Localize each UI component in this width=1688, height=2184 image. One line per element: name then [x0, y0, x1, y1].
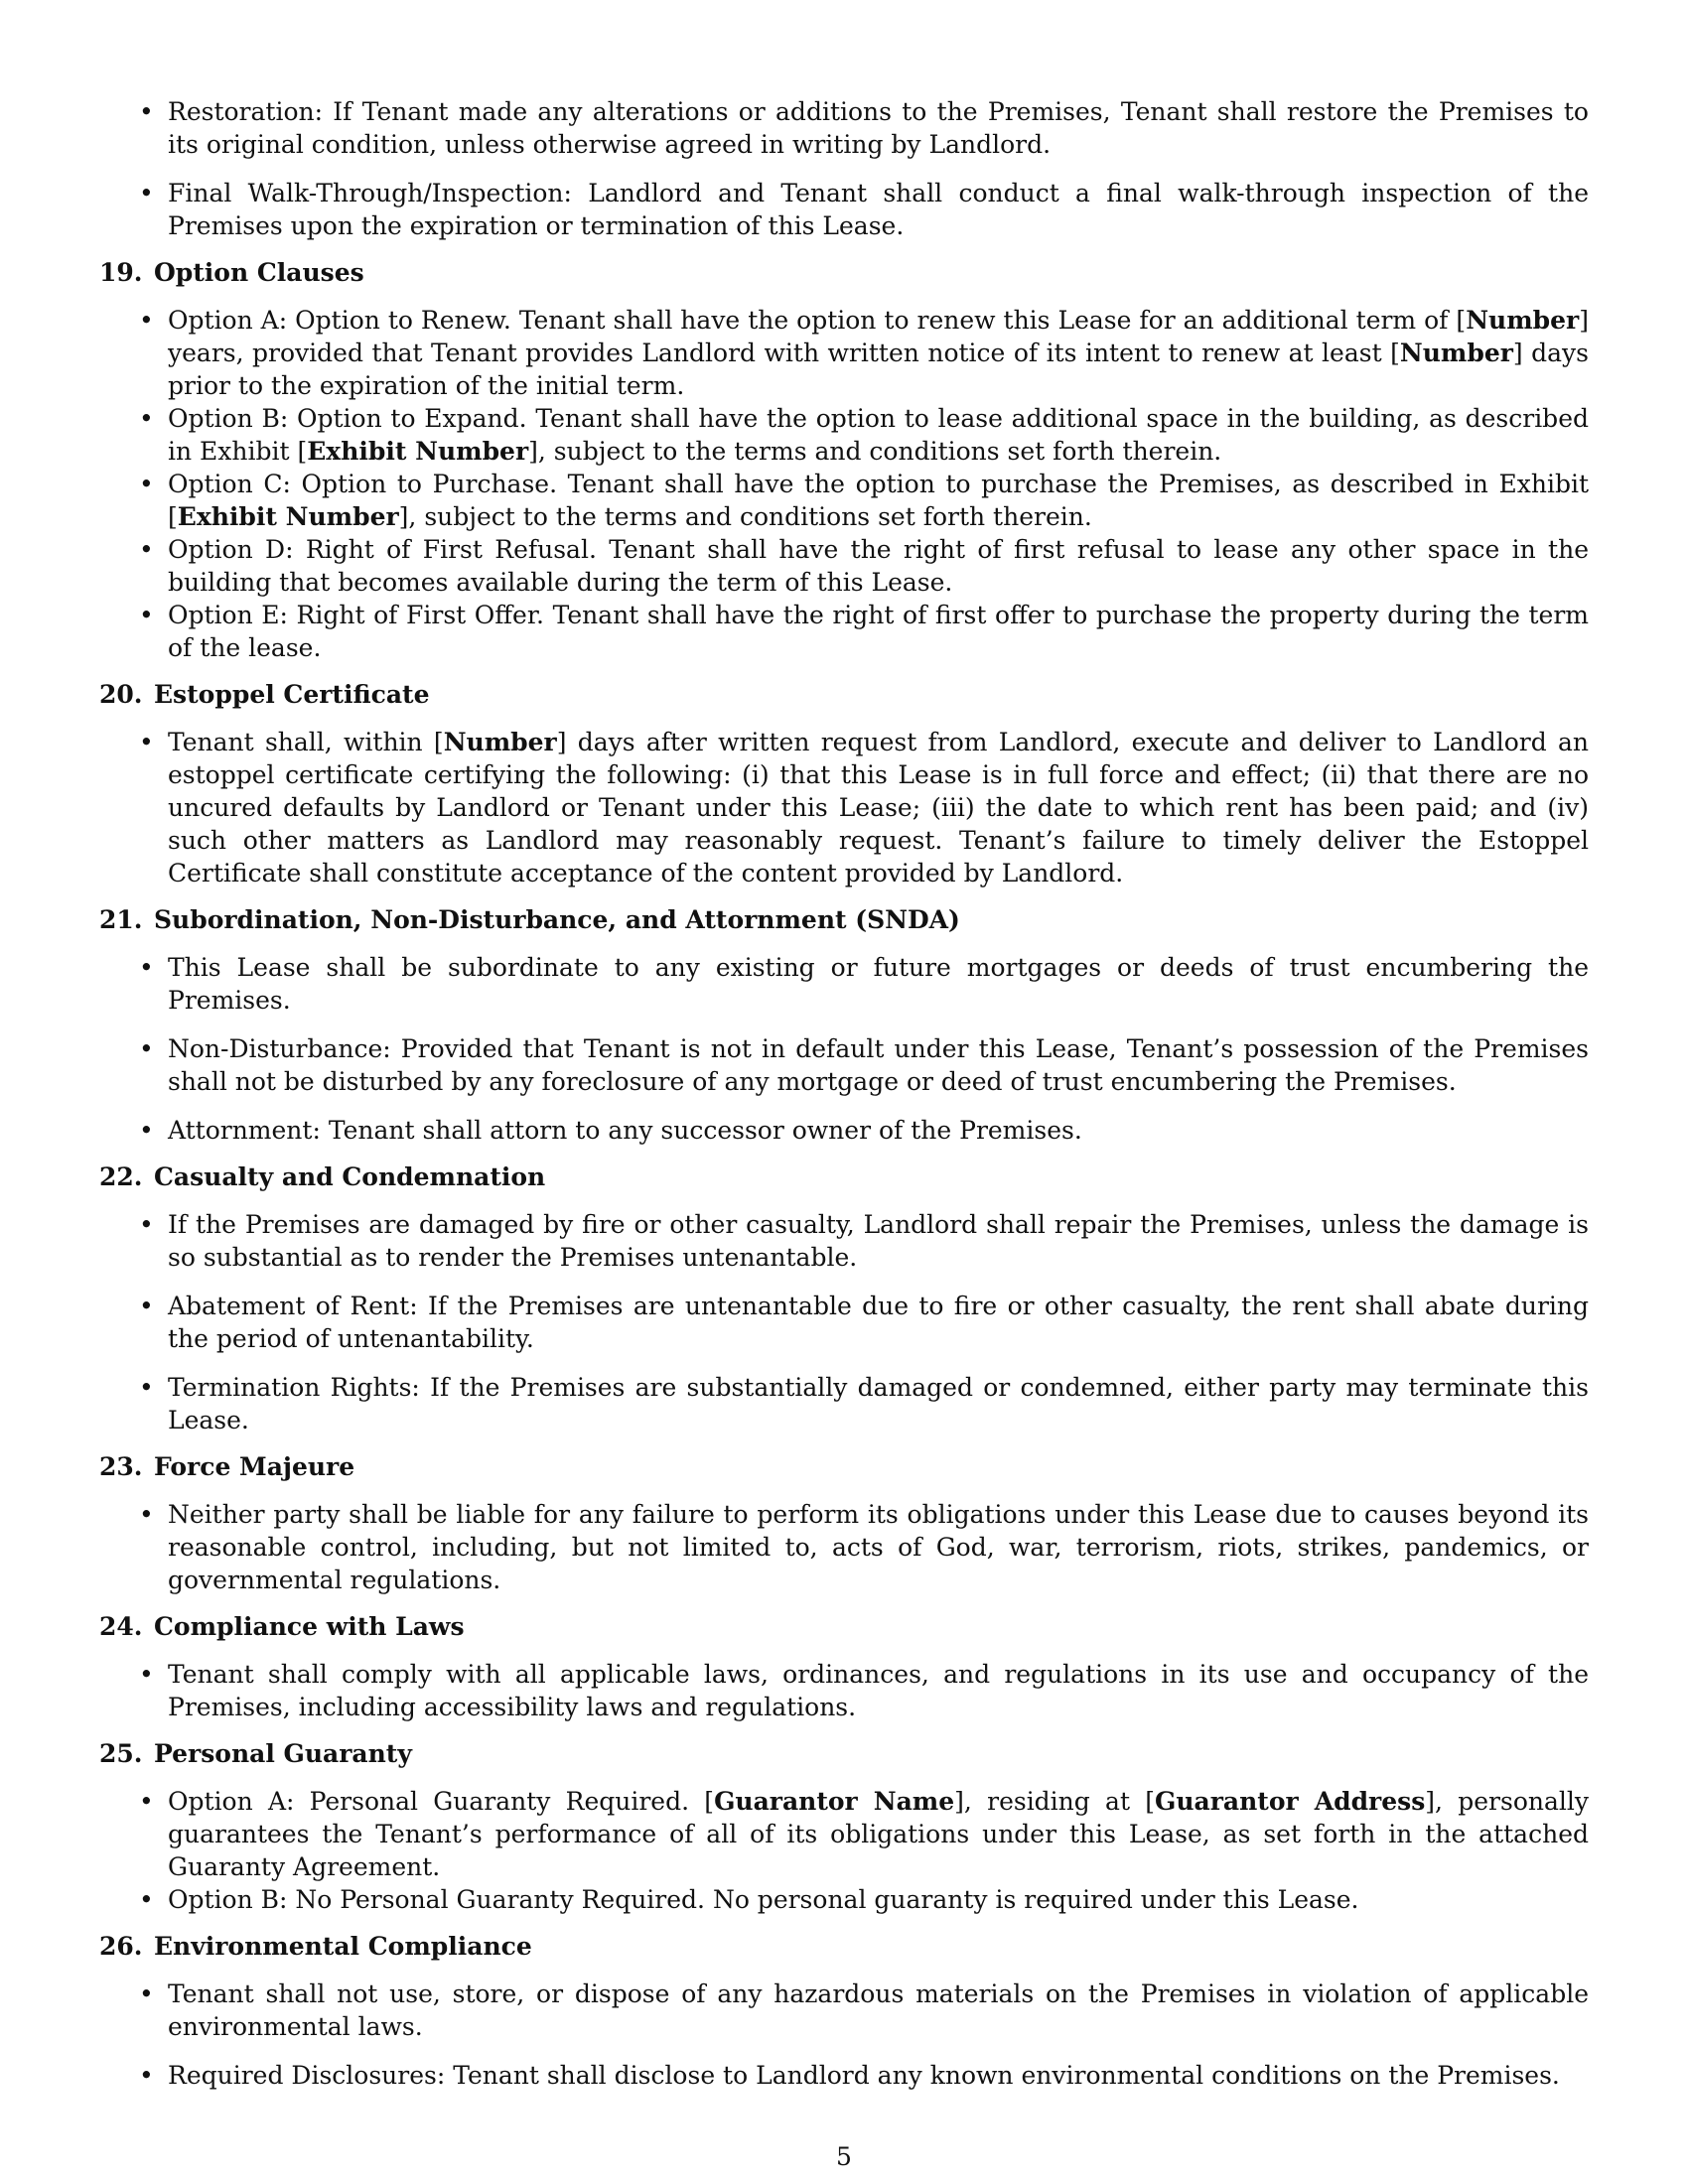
- section-number: 25.: [99, 1739, 143, 1768]
- section-heading-21: [99, 903, 1589, 936]
- section-number: 23.: [99, 1452, 143, 1481]
- intro-list: [99, 95, 1589, 242]
- page-number: 5: [836, 2142, 852, 2171]
- section-heading-19: [99, 256, 1589, 289]
- list-item: • Abatement of Rent: If the Premises are untenantable due to fire or other casualty, the rent shall abate during the period of untenantability.: [99, 1290, 1589, 1355]
- list-item: • Restoration: If Tenant made any alterations or additions to the Premises, Tenant shall restore the Premises to its original condition, unless otherwise agreed in writing by Landlord.: [99, 95, 1589, 161]
- list-item: • Option D: Right of First Refusal. Tenant shall have the right of first refusal to lease any other space in the building that becomes available during the term of this Lease.: [99, 533, 1589, 599]
- section-title: Force Majeure: [154, 1452, 355, 1481]
- list-item: • Tenant shall comply with all applicable laws, ordinances, and regulations in its use and occupancy of the Premises, including accessibility laws and regulations.: [99, 1658, 1589, 1723]
- environmental-list: [99, 1978, 1589, 2092]
- list-item: • Tenant shall not use, store, or dispose of any hazardous materials on the Premises in violation of applicable environmental laws.: [99, 1978, 1589, 2043]
- section-title: Option Clauses: [154, 258, 364, 287]
- list-item: • This Lease shall be subordinate to any existing or future mortgages or deeds of trust encumbering the Premises.: [99, 951, 1589, 1017]
- list-item: • Option A: Option to Renew. Tenant shall have the option to renew this Lease for an additional term of [Number] years, provided that Tenant provides Landlord with written notice of its intent to renew at least [Number] days prior to the expiration of the initial term.: [99, 304, 1589, 402]
- section-title: Estoppel Certificate: [154, 680, 430, 709]
- section-number: 26.: [99, 1932, 143, 1961]
- list-item: • Neither party shall be liable for any failure to perform its obligations under this Lease due to causes beyond its reasonable control, including, but not limited to, acts of God, war, terrorism, riots, strikes, pandemics, or governmental regulations.: [99, 1498, 1589, 1596]
- casualty-list: [99, 1208, 1589, 1436]
- section-number: 21.: [99, 905, 143, 934]
- section-heading-24: [99, 1610, 1589, 1643]
- list-item: • Termination Rights: If the Premises are substantially damaged or condemned, either party may terminate this Lease.: [99, 1371, 1589, 1436]
- list-item: • If the Premises are damaged by fire or other casualty, Landlord shall repair the Premises, unless the damage is so substantial as to render the Premises untenantable.: [99, 1208, 1589, 1274]
- section-number: 24.: [99, 1612, 143, 1641]
- list-item: • Option C: Option to Purchase. Tenant shall have the option to purchase the Premises, as described in Exhibit [Exhibit Number], subject to the terms and conditions set forth therein.: [99, 468, 1589, 533]
- list-item: • Tenant shall, within [Number] days after written request from Landlord, execute and deliver to Landlord an estoppel certificate certifying the following: (i) that this Lease is in full force and effect; (ii) that there are no uncured defaults by Landlord or Tenant under this Lease; (iii) the date to which rent has been paid; and (iv) such other matters as Landlord may reasonably request. Tenant’s failure to timely deliver the Estoppel Certificate shall constitute acceptance of the content provided by Landlord.: [99, 726, 1589, 889]
- list-item: • Option E: Right of First Offer. Tenant shall have the right of first offer to purchase the property during the term of the lease.: [99, 599, 1589, 664]
- force-majeure-list: [99, 1498, 1589, 1596]
- section-title: Subordination, Non-Disturbance, and Attornment (SNDA): [154, 905, 960, 934]
- snda-list: [99, 951, 1589, 1147]
- list-item: • Option A: Personal Guaranty Required. [Guarantor Name], residing at [Guarantor Address], personally guarantees the Tenant’s performance of all of its obligations under this Lease, as set forth in the attached Guaranty Agreement.: [99, 1785, 1589, 1883]
- section-heading-23: [99, 1450, 1589, 1483]
- section-heading-20: [99, 678, 1589, 711]
- list-item: • Final Walk-Through/Inspection: Landlord and Tenant shall conduct a final walk-through inspection of the Premises upon the expiration or termination of this Lease.: [99, 177, 1589, 242]
- section-title: Compliance with Laws: [154, 1612, 465, 1641]
- list-item: • Attornment: Tenant shall attorn to any successor owner of the Premises.: [99, 1114, 1589, 1147]
- list-item: • Required Disclosures: Tenant shall disclose to Landlord any known environmental conditions on the Premises.: [99, 2059, 1589, 2092]
- list-item: • Non-Disturbance: Provided that Tenant is not in default under this Lease, Tenant’s possession of the Premises shall not be disturbed by any foreclosure of any mortgage or deed of trust encumbering the Premises.: [99, 1032, 1589, 1098]
- guaranty-list: [99, 1785, 1589, 1916]
- section-title: Personal Guaranty: [154, 1739, 412, 1768]
- estoppel-list: [99, 726, 1589, 889]
- list-item: • Option B: Option to Expand. Tenant shall have the option to lease additional space in the building, as described in Exhibit [Exhibit Number], subject to the terms and conditions set forth therein.: [99, 402, 1589, 468]
- section-title: Environmental Compliance: [154, 1932, 532, 1961]
- section-heading-26: [99, 1930, 1589, 1963]
- compliance-list: [99, 1658, 1589, 1723]
- list-item: • Option B: No Personal Guaranty Required. No personal guaranty is required under this Lease.: [99, 1883, 1589, 1916]
- document-page: [99, 95, 1589, 2106]
- section-number: 20.: [99, 680, 143, 709]
- section-heading-22: [99, 1160, 1589, 1193]
- option-clauses-list: [99, 304, 1589, 664]
- section-title: Casualty and Condemnation: [154, 1162, 546, 1191]
- section-number: 19.: [99, 258, 143, 287]
- section-heading-25: [99, 1737, 1589, 1770]
- section-number: 22.: [99, 1162, 143, 1191]
